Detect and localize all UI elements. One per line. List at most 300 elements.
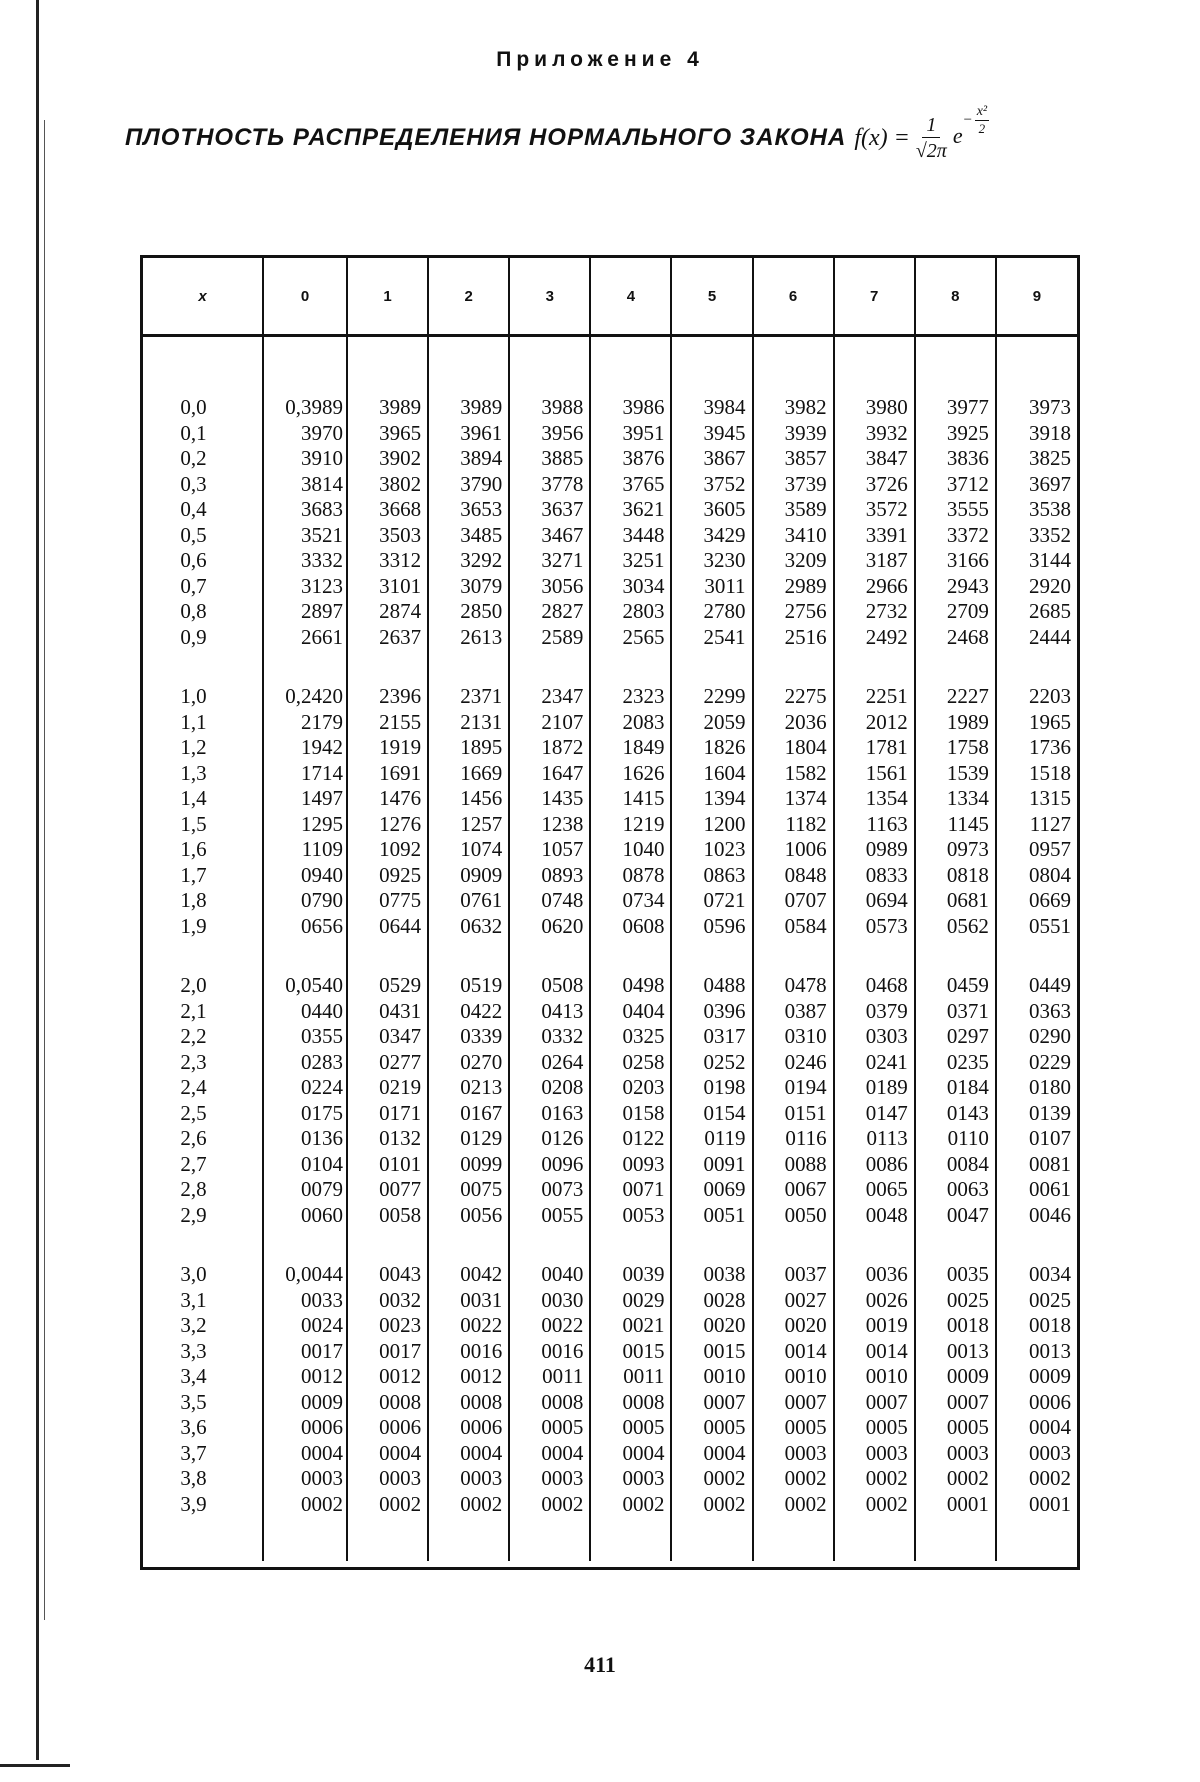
density-value-cell: 1781 bbox=[834, 735, 915, 761]
density-value-cell: 0005 bbox=[671, 1415, 752, 1441]
spacer-cell bbox=[509, 650, 590, 684]
spacer-cell bbox=[590, 1517, 671, 1561]
table-row bbox=[143, 1177, 1077, 1203]
density-value-cell: 0252 bbox=[671, 1050, 752, 1076]
density-value-cell: 2897 bbox=[263, 599, 347, 625]
density-value-cell: 2756 bbox=[753, 599, 834, 625]
density-value-cell: 2920 bbox=[1029, 573, 1071, 598]
density-value-cell: 0264 bbox=[509, 1050, 590, 1076]
density-value-cell: 0006 bbox=[263, 1415, 347, 1441]
appendix-label: Приложение 4 bbox=[496, 48, 704, 71]
density-value-cell: 3034 bbox=[590, 574, 671, 600]
density-value-cell: 0014 bbox=[753, 1339, 834, 1365]
density-value-cell: 0037 bbox=[753, 1262, 834, 1288]
density-value-cell: 3847 bbox=[834, 446, 915, 472]
spacer-cell bbox=[996, 1517, 1077, 1561]
density-value-cell: 0005 bbox=[834, 1415, 915, 1441]
density-value-cell: 0002 bbox=[1029, 1466, 1071, 1490]
density-value-cell: 0003 bbox=[1029, 1440, 1071, 1465]
x-value-cell: 2,2 bbox=[143, 1024, 263, 1050]
table-row bbox=[143, 1390, 1077, 1416]
density-value-cell: 1497 bbox=[263, 786, 347, 812]
density-value-cell: 0077 bbox=[347, 1177, 428, 1203]
density-value-cell: 3894 bbox=[428, 446, 509, 472]
table-row bbox=[143, 761, 1077, 787]
density-value-cell: 3312 bbox=[347, 548, 428, 574]
density-value-cell: 0608 bbox=[590, 914, 671, 940]
density-value-cell: 0,3989 bbox=[263, 395, 347, 421]
spacer-cell bbox=[590, 1228, 671, 1262]
density-value-cell: 0004 bbox=[263, 1441, 347, 1467]
density-value-cell: 1092 bbox=[347, 837, 428, 863]
density-value-cell: 0008 bbox=[347, 1390, 428, 1416]
density-value-cell: 2827 bbox=[509, 599, 590, 625]
density-value-cell: 0036 bbox=[834, 1262, 915, 1288]
density-value-cell: 3079 bbox=[428, 574, 509, 600]
table-row bbox=[143, 888, 1077, 914]
density-value-cell: 0007 bbox=[834, 1390, 915, 1416]
density-value-cell: 0011 bbox=[590, 1364, 671, 1390]
density-value-cell: 0761 bbox=[428, 888, 509, 914]
density-value-cell: 0002 bbox=[753, 1492, 834, 1518]
density-value-cell: 3467 bbox=[509, 523, 590, 549]
density-value-cell: 0025 bbox=[915, 1288, 996, 1314]
density-value-cell: 0081 bbox=[1029, 1151, 1071, 1176]
density-value-cell: 0012 bbox=[428, 1364, 509, 1390]
x-value-cell: 2,3 bbox=[143, 1050, 263, 1076]
table-row bbox=[143, 523, 1077, 549]
spacer-cell bbox=[834, 939, 915, 973]
x-value-cell: 0,0 bbox=[143, 395, 263, 421]
table-row bbox=[143, 497, 1077, 523]
density-value-cell: 3925 bbox=[915, 421, 996, 447]
density-value-cell: 0355 bbox=[263, 1024, 347, 1050]
density-value-cell: 1604 bbox=[671, 761, 752, 787]
density-value-cell: 0126 bbox=[509, 1126, 590, 1152]
density-value-cell: 1582 bbox=[753, 761, 834, 787]
spacer-cell bbox=[915, 939, 996, 973]
density-value-cell: 2661 bbox=[263, 625, 347, 651]
density-value-cell: 3555 bbox=[915, 497, 996, 523]
density-value-cell: 0957 bbox=[1029, 837, 1071, 861]
density-value-cell: 0004 bbox=[671, 1441, 752, 1467]
density-value-cell: 3187 bbox=[834, 548, 915, 574]
density-value-cell: 0925 bbox=[347, 863, 428, 889]
density-value-cell: 0404 bbox=[590, 999, 671, 1025]
density-value-cell: 1074 bbox=[428, 837, 509, 863]
density-value-cell: 2371 bbox=[428, 684, 509, 710]
density-value-cell: 3391 bbox=[834, 523, 915, 549]
x-value-cell: 0,9 bbox=[143, 625, 263, 651]
density-value-cell: 1826 bbox=[671, 735, 752, 761]
header-digit-0: 0 bbox=[263, 258, 347, 336]
group-spacer bbox=[143, 650, 1077, 684]
spacer-cell bbox=[753, 336, 834, 396]
density-value-cell: 0973 bbox=[915, 837, 996, 863]
density-value-cell: 2989 bbox=[753, 574, 834, 600]
density-value-cell: 3867 bbox=[671, 446, 752, 472]
x-value-cell: 1,8 bbox=[143, 888, 263, 914]
density-value-cell: 0065 bbox=[834, 1177, 915, 1203]
table-row bbox=[143, 1339, 1077, 1365]
density-value-cell: 0669 bbox=[1029, 888, 1071, 912]
density-value-cell: 1127 bbox=[1029, 811, 1071, 836]
spacer-cell bbox=[143, 650, 263, 684]
table-row bbox=[143, 1313, 1077, 1339]
density-value-cell: 0297 bbox=[915, 1024, 996, 1050]
density-value-cell: 0055 bbox=[509, 1203, 590, 1229]
density-value-cell: 3637 bbox=[509, 497, 590, 523]
x-value-cell: 0,2 bbox=[143, 446, 263, 472]
density-value-cell: 0878 bbox=[590, 863, 671, 889]
page-number: 411 bbox=[584, 1652, 616, 1677]
density-value-cell: 1394 bbox=[671, 786, 752, 812]
density-value-cell: 0818 bbox=[915, 863, 996, 889]
density-value-cell: 0804 bbox=[1029, 862, 1071, 887]
density-value-cell: 0018 bbox=[915, 1313, 996, 1339]
spacer-cell bbox=[671, 1228, 752, 1262]
density-value-cell: 3802 bbox=[347, 472, 428, 498]
title-text: ПЛОТНОСТЬ РАСПРЕДЕЛЕНИЯ НОРМАЛЬНОГО ЗАКОНА bbox=[125, 124, 847, 151]
density-value-cell: 1669 bbox=[428, 761, 509, 787]
density-value-cell: 0015 bbox=[671, 1339, 752, 1365]
x-value-cell: 2,0 bbox=[143, 973, 263, 999]
spacer-cell bbox=[143, 1517, 263, 1561]
spacer-cell bbox=[996, 650, 1077, 684]
table-row bbox=[143, 1492, 1077, 1518]
x-value-cell: 3,2 bbox=[143, 1313, 263, 1339]
spacer-cell bbox=[671, 1517, 752, 1561]
density-value-cell: 3910 bbox=[263, 446, 347, 472]
density-value-cell: 0001 bbox=[915, 1492, 996, 1518]
density-value-cell: 1182 bbox=[753, 812, 834, 838]
table-row bbox=[143, 472, 1077, 498]
density-value-cell: 2874 bbox=[347, 599, 428, 625]
density-value-cell: 0863 bbox=[671, 863, 752, 889]
density-value-cell: 1895 bbox=[428, 735, 509, 761]
density-value-cell: 1518 bbox=[1029, 760, 1071, 785]
header-digit-3: 3 bbox=[509, 258, 590, 336]
density-value-cell: 0093 bbox=[590, 1152, 671, 1178]
density-value-cell: 0748 bbox=[509, 888, 590, 914]
density-value-cell: 1315 bbox=[1029, 786, 1071, 810]
density-value-cell: 0681 bbox=[915, 888, 996, 914]
table-bottom-space bbox=[143, 1517, 1077, 1561]
density-value-cell: 0129 bbox=[428, 1126, 509, 1152]
x-value-cell: 2,4 bbox=[143, 1075, 263, 1101]
density-value-cell: 0027 bbox=[753, 1288, 834, 1314]
density-value-cell: 0440 bbox=[263, 999, 347, 1025]
density-value-cell: 0002 bbox=[347, 1492, 428, 1518]
density-value-cell: 0459 bbox=[915, 973, 996, 999]
density-value-cell: 3101 bbox=[347, 574, 428, 600]
density-value-cell: 0002 bbox=[915, 1466, 996, 1492]
x-value-cell: 2,8 bbox=[143, 1177, 263, 1203]
density-value-cell: 0116 bbox=[753, 1126, 834, 1152]
formula-lhs: f(x) = bbox=[854, 124, 910, 151]
table-row bbox=[143, 973, 1077, 999]
density-value-cell: 0042 bbox=[428, 1262, 509, 1288]
x-value-cell: 3,3 bbox=[143, 1339, 263, 1365]
density-value-cell: 1714 bbox=[263, 761, 347, 787]
density-value-cell: 1163 bbox=[834, 812, 915, 838]
density-value-cell: 2227 bbox=[915, 684, 996, 710]
x-value-cell: 3,8 bbox=[143, 1466, 263, 1492]
header-digit-7: 7 bbox=[834, 258, 915, 336]
x-value-cell: 0,5 bbox=[143, 523, 263, 549]
density-value-cell: 2299 bbox=[671, 684, 752, 710]
density-value-cell: 0091 bbox=[671, 1152, 752, 1178]
group-spacer bbox=[143, 939, 1077, 973]
x-value-cell: 0,8 bbox=[143, 599, 263, 625]
density-value-cell: 1872 bbox=[509, 735, 590, 761]
density-value-cell: 0016 bbox=[509, 1339, 590, 1365]
density-value-cell: 0005 bbox=[590, 1415, 671, 1441]
density-value-cell: 2589 bbox=[509, 625, 590, 651]
density-value-cell: 0163 bbox=[509, 1101, 590, 1127]
spacer-cell bbox=[428, 336, 509, 396]
density-value-cell: 0283 bbox=[263, 1050, 347, 1076]
density-value-cell: 0067 bbox=[753, 1177, 834, 1203]
density-value-cell: 0339 bbox=[428, 1024, 509, 1050]
density-value-cell: 0989 bbox=[834, 837, 915, 863]
density-value-cell: 3973 bbox=[1029, 395, 1071, 419]
density-value-cell: 0011 bbox=[509, 1364, 590, 1390]
x-value-cell: 0,4 bbox=[143, 497, 263, 523]
spacer-cell bbox=[263, 336, 347, 396]
density-value-cell: 2396 bbox=[347, 684, 428, 710]
density-value-cell: 0053 bbox=[590, 1203, 671, 1229]
x-value-cell: 3,1 bbox=[143, 1288, 263, 1314]
density-value-cell: 0224 bbox=[263, 1075, 347, 1101]
header-digit-1: 1 bbox=[347, 258, 428, 336]
density-value-cell: 3683 bbox=[263, 497, 347, 523]
formula-exp-numerator: x² bbox=[976, 104, 988, 119]
x-value-cell: 2,9 bbox=[143, 1203, 263, 1229]
density-value-cell: 3836 bbox=[915, 446, 996, 472]
x-value-cell: 1,4 bbox=[143, 786, 263, 812]
density-value-cell: 1919 bbox=[347, 735, 428, 761]
density-value-cell: 0013 bbox=[1029, 1338, 1071, 1363]
table-row bbox=[143, 599, 1077, 625]
density-value-cell: 1415 bbox=[590, 786, 671, 812]
spacer-cell bbox=[590, 650, 671, 684]
density-value-cell: 1561 bbox=[834, 761, 915, 787]
density-value-cell: 3166 bbox=[915, 548, 996, 574]
density-value-cell: 1295 bbox=[263, 812, 347, 838]
density-value-cell: 0061 bbox=[1029, 1177, 1071, 1201]
density-value-cell: 0584 bbox=[753, 914, 834, 940]
density-value-cell: 3977 bbox=[915, 395, 996, 421]
density-value-cell: 3965 bbox=[347, 421, 428, 447]
density-value-cell: 0005 bbox=[915, 1415, 996, 1441]
density-value-cell: 2323 bbox=[590, 684, 671, 710]
density-value-cell: 2613 bbox=[428, 625, 509, 651]
density-value-cell: 0167 bbox=[428, 1101, 509, 1127]
density-value-cell: 2850 bbox=[428, 599, 509, 625]
x-value-cell: 1,1 bbox=[143, 710, 263, 736]
density-value-cell: 0136 bbox=[263, 1126, 347, 1152]
density-value-cell: 0029 bbox=[590, 1288, 671, 1314]
x-value-cell: 3,6 bbox=[143, 1415, 263, 1441]
density-value-cell: 0396 bbox=[671, 999, 752, 1025]
density-value-cell: 0833 bbox=[834, 863, 915, 889]
density-value-cell: 2468 bbox=[915, 625, 996, 651]
density-value-cell: 0019 bbox=[834, 1313, 915, 1339]
density-value-cell: 0775 bbox=[347, 888, 428, 914]
density-value-cell: 0014 bbox=[834, 1339, 915, 1365]
density-value-cell: 0644 bbox=[347, 914, 428, 940]
density-value-cell: 0,2420 bbox=[263, 684, 347, 710]
density-value-cell: 3653 bbox=[428, 497, 509, 523]
density-value-cell: 3814 bbox=[263, 472, 347, 498]
density-value-cell: 0099 bbox=[428, 1152, 509, 1178]
x-value-cell: 1,9 bbox=[143, 914, 263, 940]
density-value-cell: 1539 bbox=[915, 761, 996, 787]
table-row bbox=[143, 548, 1077, 574]
density-value-cell: 0596 bbox=[671, 914, 752, 940]
density-value-cell: 0073 bbox=[509, 1177, 590, 1203]
x-value-cell: 1,7 bbox=[143, 863, 263, 889]
density-value-cell: 3918 bbox=[1029, 420, 1071, 445]
density-value-cell: 0003 bbox=[428, 1466, 509, 1492]
density-value-cell: 0002 bbox=[834, 1466, 915, 1492]
x-value-cell: 3,9 bbox=[143, 1492, 263, 1518]
density-value-cell: 3945 bbox=[671, 421, 752, 447]
density-value-cell: 2251 bbox=[834, 684, 915, 710]
table-row bbox=[143, 812, 1077, 838]
density-value-cell: 0020 bbox=[671, 1313, 752, 1339]
spacer-cell bbox=[263, 939, 347, 973]
density-value-cell: 2107 bbox=[509, 710, 590, 736]
table-row bbox=[143, 710, 1077, 736]
density-formula bbox=[854, 104, 989, 162]
density-value-cell: 0310 bbox=[753, 1024, 834, 1050]
spacer-cell bbox=[347, 650, 428, 684]
density-value-cell: 0632 bbox=[428, 914, 509, 940]
density-value-cell: 0379 bbox=[834, 999, 915, 1025]
density-value-cell: 0005 bbox=[753, 1415, 834, 1441]
density-value-cell: 0046 bbox=[1029, 1202, 1071, 1227]
density-value-cell: 0003 bbox=[834, 1441, 915, 1467]
density-value-cell: 0002 bbox=[834, 1492, 915, 1518]
density-value-cell: 0043 bbox=[347, 1262, 428, 1288]
density-value-cell: 2541 bbox=[671, 625, 752, 651]
density-value-cell: 0468 bbox=[834, 973, 915, 999]
spacer-cell bbox=[915, 1228, 996, 1262]
table-row bbox=[143, 1075, 1077, 1101]
header-digit-8: 8 bbox=[915, 258, 996, 336]
formula-exponential bbox=[952, 104, 989, 153]
density-value-cell: 3697 bbox=[1029, 471, 1071, 496]
density-value-cell: 0056 bbox=[428, 1203, 509, 1229]
density-value-cell: 3857 bbox=[753, 446, 834, 472]
density-value-cell: 1849 bbox=[590, 735, 671, 761]
density-value-cell: 0154 bbox=[671, 1101, 752, 1127]
density-value-cell: 0009 bbox=[263, 1390, 347, 1416]
density-value-cell: 1006 bbox=[753, 837, 834, 863]
density-value-cell: 0707 bbox=[753, 888, 834, 914]
table-row bbox=[143, 1203, 1077, 1229]
density-value-cell: 2709 bbox=[915, 599, 996, 625]
density-value-cell: 3825 bbox=[1029, 446, 1071, 470]
density-value-cell: 0022 bbox=[428, 1313, 509, 1339]
density-value-cell: 1145 bbox=[915, 812, 996, 838]
density-value-cell: 0071 bbox=[590, 1177, 671, 1203]
spacer-cell bbox=[509, 1517, 590, 1561]
group-spacer bbox=[143, 336, 1077, 396]
density-value-cell: 0003 bbox=[263, 1466, 347, 1492]
spacer-cell bbox=[753, 650, 834, 684]
density-value-cell: 1626 bbox=[590, 761, 671, 787]
density-value-cell: 2732 bbox=[834, 599, 915, 625]
density-value-cell: 2155 bbox=[347, 710, 428, 736]
density-value-cell: 0246 bbox=[753, 1050, 834, 1076]
formula-fraction bbox=[916, 115, 947, 161]
table-row bbox=[143, 421, 1077, 447]
binding-edge-line-inner bbox=[44, 120, 45, 1620]
density-value-cell: 0024 bbox=[263, 1313, 347, 1339]
density-value-cell: 0032 bbox=[347, 1288, 428, 1314]
x-value-cell: 1,6 bbox=[143, 837, 263, 863]
density-value-cell: 3739 bbox=[753, 472, 834, 498]
density-value-cell: 0104 bbox=[263, 1152, 347, 1178]
density-value-cell: 0001 bbox=[1029, 1491, 1071, 1516]
table-row bbox=[143, 1262, 1077, 1288]
formula-exp-denominator: 2 bbox=[978, 121, 986, 136]
formula-exp-sign: − bbox=[962, 111, 973, 128]
formula-exp-fraction bbox=[975, 105, 989, 135]
density-value-cell: 3292 bbox=[428, 548, 509, 574]
density-value-cell: 3984 bbox=[671, 395, 752, 421]
density-value-cell: 1109 bbox=[263, 837, 347, 863]
density-value-cell: 0573 bbox=[834, 914, 915, 940]
x-value-cell: 2,5 bbox=[143, 1101, 263, 1127]
density-value-cell: 0519 bbox=[428, 973, 509, 999]
density-value-cell: 0008 bbox=[509, 1390, 590, 1416]
spacer-cell bbox=[834, 1517, 915, 1561]
density-value-cell: 3503 bbox=[347, 523, 428, 549]
density-value-cell: 1200 bbox=[671, 812, 752, 838]
density-value-cell: 3538 bbox=[1029, 497, 1071, 521]
density-value-cell: 1942 bbox=[263, 735, 347, 761]
density-value-cell: 0048 bbox=[834, 1203, 915, 1229]
density-value-cell: 0084 bbox=[915, 1152, 996, 1178]
header-digit-9: 9 bbox=[996, 258, 1077, 336]
binding-bottom-mark bbox=[0, 1764, 70, 1767]
density-value-cell: 0562 bbox=[915, 914, 996, 940]
density-value-cell: 0158 bbox=[590, 1101, 671, 1127]
density-value-cell: 0721 bbox=[671, 888, 752, 914]
density-value-cell: 3876 bbox=[590, 446, 671, 472]
density-value-cell: 0010 bbox=[834, 1364, 915, 1390]
density-value-cell: 0258 bbox=[590, 1050, 671, 1076]
density-value-cell: 3123 bbox=[263, 574, 347, 600]
density-value-cell: 0332 bbox=[509, 1024, 590, 1050]
table-row bbox=[143, 914, 1077, 940]
density-value-cell: 3372 bbox=[915, 523, 996, 549]
density-value-cell: 0012 bbox=[347, 1364, 428, 1390]
spacer-cell bbox=[753, 1517, 834, 1561]
density-value-cell: 0004 bbox=[428, 1441, 509, 1467]
density-value-cell: 2275 bbox=[753, 684, 834, 710]
table-row bbox=[143, 625, 1077, 651]
density-value-cell: 2516 bbox=[753, 625, 834, 651]
table-row bbox=[143, 735, 1077, 761]
density-value-cell: 0431 bbox=[347, 999, 428, 1025]
spacer-cell bbox=[915, 1517, 996, 1561]
density-value-cell: 0,0044 bbox=[263, 1262, 347, 1288]
